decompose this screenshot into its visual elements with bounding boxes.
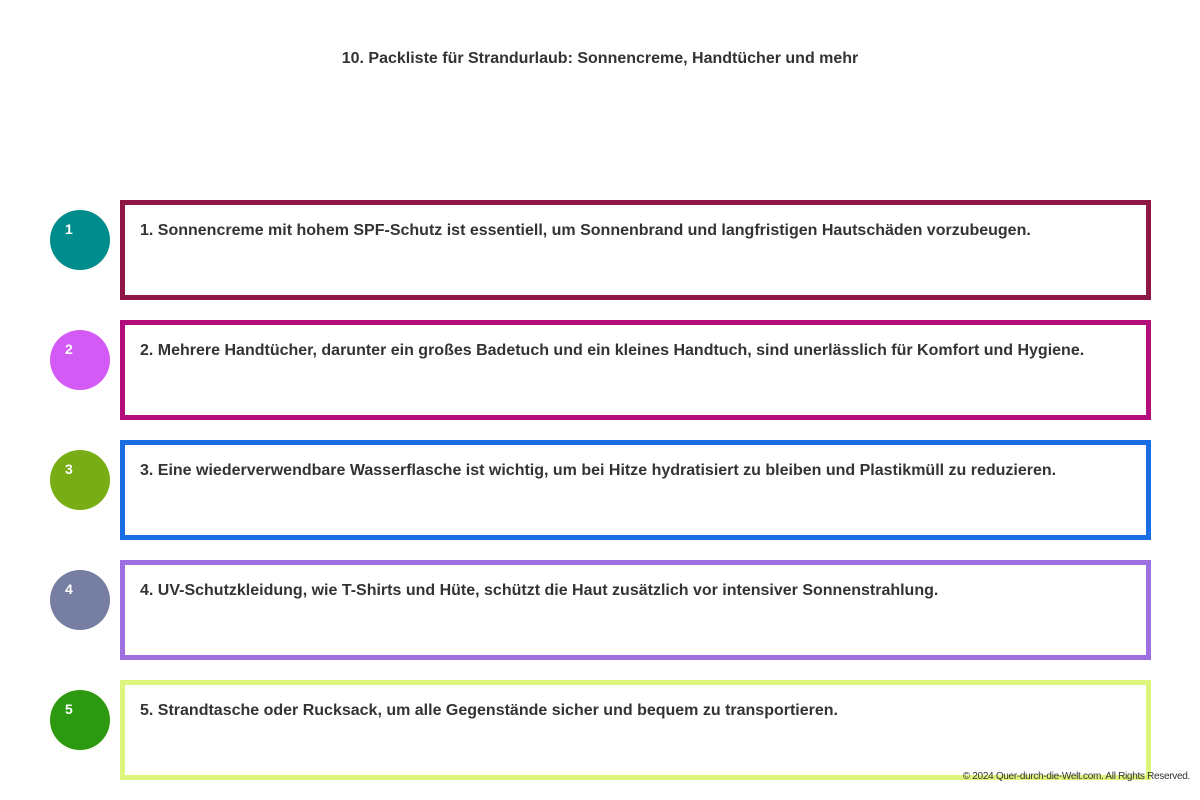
list-item — [0, 320, 1200, 420]
item-box — [120, 320, 1151, 420]
item-text: 5. Strandtasche oder Rucksack, um alle Gegenstände sicher und bequem zu transportieren. — [140, 702, 838, 719]
item-box — [120, 200, 1151, 300]
item-number: 3 — [65, 461, 73, 477]
copyright-footer: © 2024 Quer-durch-die-Welt.com. All Rights Reserved. — [962, 771, 1190, 782]
item-number: 4 — [65, 581, 73, 597]
list-item — [0, 440, 1200, 540]
item-number: 5 — [65, 701, 73, 717]
number-circle — [50, 570, 110, 630]
item-text: 3. Eine wiederverwendbare Wasserflasche ist wichtig, um bei Hitze hydratisiert zu bleiben und Plastikmüll zu reduzieren. — [140, 462, 1057, 479]
item-text: 1. Sonnencreme mit hohem SPF-Schutz ist essentiell, um Sonnenbrand und langfristigen Hautschäden vorzubeugen. — [140, 222, 1031, 239]
number-circle — [50, 450, 110, 510]
list-item — [0, 560, 1200, 660]
page-title: 10. Packliste für Strandurlaub: Sonnencreme, Handtücher und mehr — [341, 50, 859, 67]
number-circle — [50, 210, 110, 270]
item-text: 2. Mehrere Handtücher, darunter ein großes Badetuch und ein kleines Handtuch, sind unerlässlich für Komfort und Hygiene. — [140, 342, 1085, 359]
item-number: 2 — [65, 341, 73, 357]
number-circle — [50, 690, 110, 750]
item-text: 4. UV-Schutzkleidung, wie T-Shirts und Hüte, schützt die Haut zusätzlich vor intensiver Sonnenstrahlung. — [140, 582, 939, 599]
number-circle — [50, 330, 110, 390]
item-number: 1 — [65, 221, 73, 237]
item-box — [120, 680, 1151, 780]
item-box — [120, 440, 1151, 540]
item-box — [120, 560, 1151, 660]
list-item — [0, 200, 1200, 300]
list-item — [0, 680, 1200, 780]
